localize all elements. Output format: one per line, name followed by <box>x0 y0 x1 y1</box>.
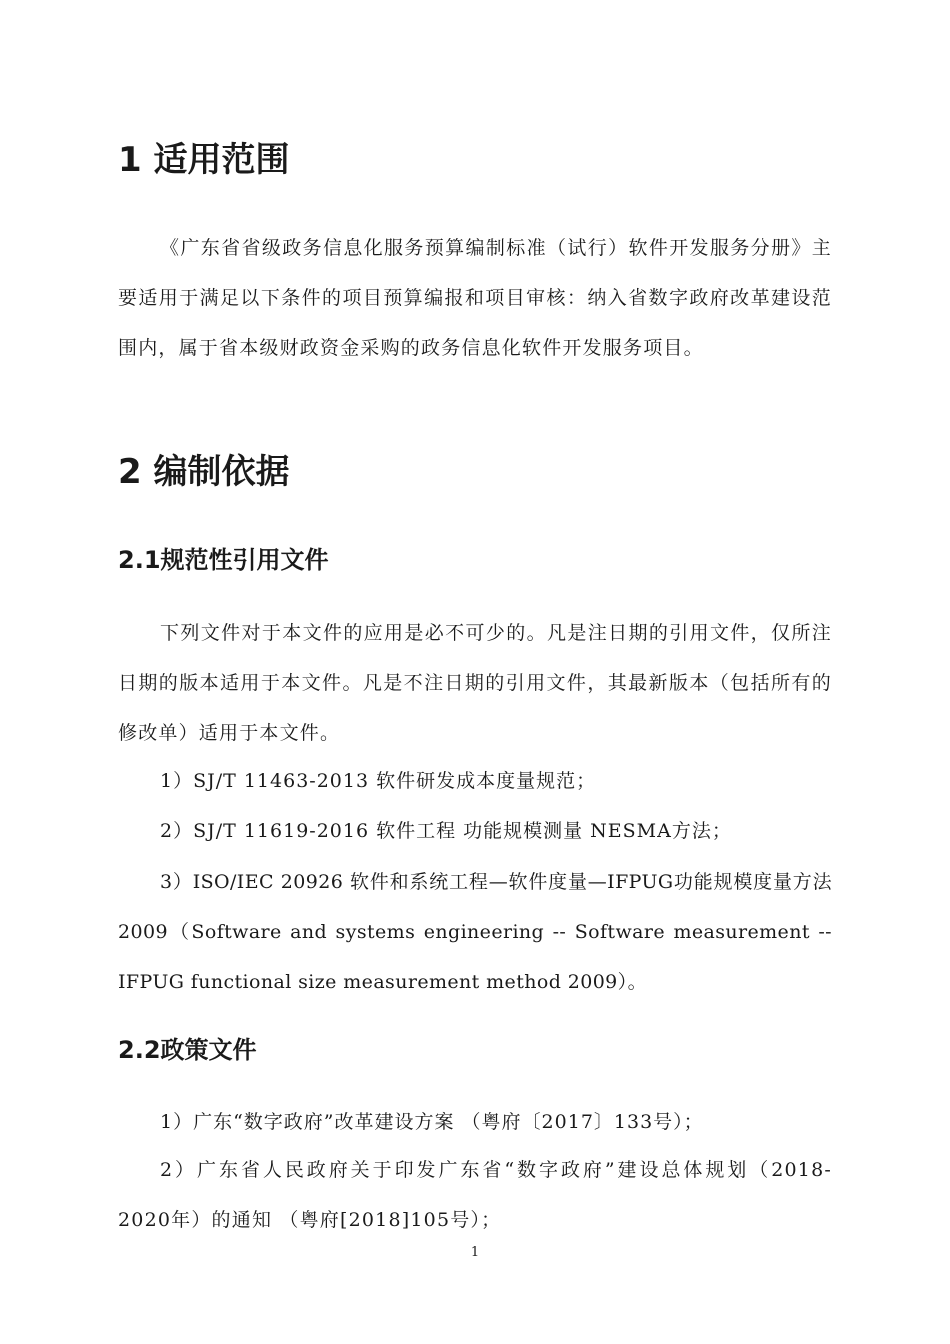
page-number: 1 <box>470 1245 480 1260</box>
reference-item-2: 2）SJ/T 11619-2016 软件工程 功能规模测量 NESMA方法； <box>160 820 732 842</box>
reference-item-1: 1）SJ/T 11463-2013 软件研发成本度量规范； <box>160 770 597 792</box>
policy-item-1: 1）广东“数字政府”改革建设方案 （粤府〔2017〕133号）； <box>160 1111 704 1133</box>
section-1-heading: 1 适用范围 <box>118 140 290 180</box>
section-2-heading: 2 编制依据 <box>118 452 290 492</box>
subsection-2-1-heading: 2.1规范性引用文件 <box>118 546 329 574</box>
subsection-2-1-intro: 下列文件对于本文件的应用是必不可少的。凡是注日期的引用文件，仅所注日期的版本适用于本文件。凡是不注日期的引用文件，其最新版本（包括所有的修改单）适用于本文件。 <box>118 622 832 744</box>
policy-item-2: 2）广东省人民政府关于印发广东省“数字政府”建设总体规划（2018-2020年）的通知 （粤府[2018]105号）； <box>118 1159 832 1231</box>
section-1-paragraph: 《广东省省级政务信息化服务预算编制标准（试行）软件开发服务分册》主要适用于满足以下条件的项目预算编报和项目审核：纳入省数字政府改革建设范围内，属于省本级财政资金采购的政务信息化软件开发服务项目。 <box>118 237 832 359</box>
reference-item-3: 3）ISO/IEC 20926 软件和系统工程—软件度量—IFPUG功能规模度量方法2009（Software and systems engineering -- Software measurement -- IFPUG functional size measurement method 2009）。 <box>118 871 832 993</box>
subsection-2-2-heading: 2.2政策文件 <box>118 1036 257 1064</box>
